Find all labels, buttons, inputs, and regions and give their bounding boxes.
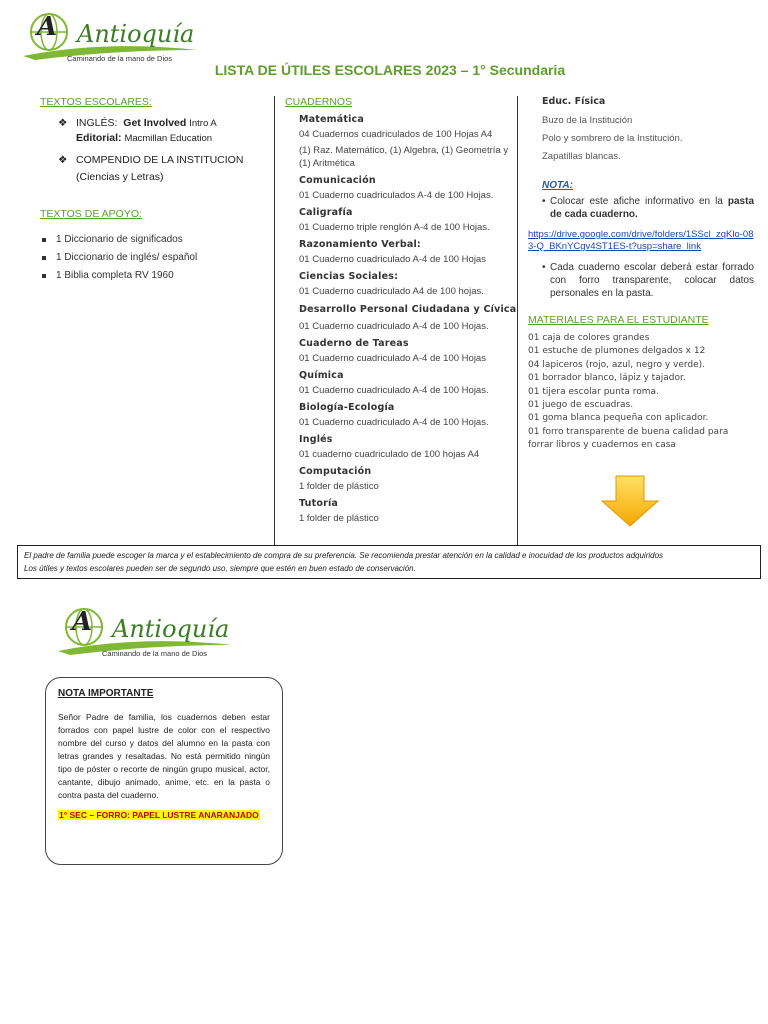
nota-heading: NOTA: [542, 180, 573, 191]
subject-name: Caligrafía [299, 207, 353, 218]
logo-tagline: Caminando de la mano de Dios [102, 649, 208, 658]
list-item: 01 borrador blanco, lápiz y tajador. [528, 373, 686, 384]
drive-link[interactable]: https://drive.google.com/drive/folders/1SScl_zqKlo-083-Q_BKnYCgv4ST1ES-t?usp=share_link [528, 229, 754, 252]
subject-detail: 04 Cuadernos cuadriculados de 100 Hojas A4 [299, 129, 493, 140]
logo-top [15, 8, 200, 68]
list-item: 01 tijera escolar punta roma. [528, 386, 659, 397]
subject-detail: 01 Cuaderno cuadriculado A-4 de 100 Hojas. [299, 417, 489, 428]
subject-detail: 01 Cuaderno triple renglón A-4 de 100 Hojas. [299, 222, 490, 233]
down-arrow-icon [600, 475, 660, 527]
subject-name: Matemática [299, 114, 364, 125]
column-divider [274, 96, 275, 546]
list-item: 01 estuche de plumones delgados x 12 [528, 346, 706, 357]
important-note-box [45, 677, 283, 865]
subject-detail: 01 cuaderno cuadriculado de 100 hojas A4 [299, 449, 480, 460]
subject-detail: (1) Raz. Matemático, (1) Algebra, (1) Geometría y (1) Aritmética [299, 145, 509, 169]
subject-name: Ciencias Sociales: [299, 271, 399, 282]
subject-name: Inglés [299, 434, 333, 445]
subject-detail: 1 folder de plástico [299, 513, 379, 524]
logo-bottom [50, 603, 235, 663]
subject-name: Tutoría [299, 498, 339, 509]
note-highlight: 1° SEC – FORRO: PAPEL LUSTRE ANARANJADO [59, 810, 259, 820]
footer-disclaimer [17, 545, 761, 579]
column-otros [528, 96, 754, 453]
subject-name: Desarrollo Personal Ciudadana y Cívica [299, 304, 517, 315]
list-item-compendio: ❖ COMPENDIO DE LA INSTITUCION (Ciencias y Letras) [58, 154, 244, 183]
logo-letter: A [37, 12, 58, 42]
note-text: Señor Padre de familia, los cuadernos deben estar forrados con papel lustre de color con el respectivo nombre del curso y datos del alumno en la pasta con letras grandes y resaltadas. No está permitido ningún tipo de póster o recorte de ningún grupo musical, actor, cantante, dibujo animado, anime, etc. en la pasta o contra pasta del cuaderno. [58, 712, 270, 800]
subject-name: Biología-Ecología [299, 402, 395, 413]
subject-detail: 01 Cuaderno cuadriculados A-4 de 100 Hojas. [299, 190, 494, 201]
subject-list [285, 114, 517, 525]
list-item: 04 lapiceros (rojo, azul, negro y verde). [528, 359, 706, 370]
square-bullet-icon [42, 238, 46, 242]
list-item: 1 Diccionario de significados [40, 234, 270, 245]
square-bullet-icon [42, 256, 46, 260]
page-title: LISTA DE ÚTILES ESCOLARES 2023 – 1° Secundaria [214, 62, 566, 78]
materiales-heading: MATERIALES PARA EL ESTUDIANTE [528, 314, 709, 326]
dot-bullet-icon: • [542, 262, 546, 273]
column-textos [40, 96, 270, 281]
diamond-bullet-icon: ❖ [58, 154, 68, 166]
subject-detail: 01 Cuaderno cuadriculado A-4 de 100 Hojas. [299, 321, 489, 332]
subject-name: Química [299, 370, 344, 381]
subject-detail: 1 folder de plástico [299, 481, 379, 492]
diamond-bullet-icon: ❖ [58, 117, 68, 129]
list-item: 01 juego de escuadras. [528, 400, 634, 411]
list-item: 1 Diccionario de inglés/ español [40, 252, 270, 263]
logo-letter: A [72, 607, 93, 637]
educ-fisica-heading: Educ. Física [542, 96, 606, 107]
dot-bullet-icon: • [542, 196, 546, 207]
list-item: 01 caja de colores grandes [528, 333, 650, 343]
nota-item: • Colocar este afiche informativo en la pasta de cada cuaderno. [542, 196, 755, 220]
subject-detail: 01 Cuaderno cuadriculado A4 de 100 hojas. [299, 286, 484, 297]
subject-name: Comunicación [299, 175, 376, 186]
subject-detail: 01 Cuaderno cuadriculado A-4 de 100 Hojas [299, 254, 486, 265]
subject-name: Cuaderno de Tareas [299, 338, 409, 349]
list-item: 01 goma blanca pequeña con aplicador. [528, 413, 709, 424]
list-item-ingles: ❖ INGLÉS: Get Involved Intro A Editorial: Macmillan Education [58, 117, 217, 144]
note-title: NOTA IMPORTANTE [58, 688, 154, 699]
subject-name: Computación [299, 466, 372, 477]
textos-apoyo-heading: TEXTOS DE APOYO: [40, 208, 142, 220]
subject-detail: 01 Cuaderno cuadriculado A-4 de 100 Hojas [299, 353, 486, 364]
footer-line: Los útiles y textos escolares pueden ser de segundo uso, siempre que estén en buen estado de conservación. [24, 564, 416, 573]
list-item: Buzo de la Institución [542, 115, 633, 126]
subject-name: Razonamiento Verbal: [299, 239, 421, 250]
column-cuadernos [285, 96, 517, 525]
logo-tagline: Caminando de la mano de Dios [67, 54, 173, 63]
square-bullet-icon [42, 274, 46, 278]
logo-name: Antioquía [77, 20, 195, 48]
footer-line: El padre de familia puede escoger la marca y el establecimiento de compra de su preferencia. Se recomienda prestar atención en la calidad e inocuidad de los productos adquiridos [24, 551, 664, 560]
subject-detail: 01 Cuaderno cuadriculado A-4 de 100 Hojas. [299, 385, 489, 396]
list-item: Polo y sombrero de la Institución. [542, 133, 683, 144]
logo-name: Antioquía [112, 615, 230, 643]
list-item: 1 Biblia completa RV 1960 [40, 270, 270, 281]
nota-item: • Cada cuaderno escolar deberá estar forrado con forro transparente, colocar datos personales en la pasta. [542, 262, 754, 299]
column-divider [517, 96, 518, 546]
list-item: 01 forro transparente de buena calidad para forrar libros y cuadernos en casa [528, 426, 729, 451]
cuadernos-heading: CUADERNOS [285, 96, 353, 108]
list-item: Zapatillas blancas. [542, 151, 621, 162]
textos-escolares-heading: TEXTOS ESCOLARES: [40, 96, 152, 108]
